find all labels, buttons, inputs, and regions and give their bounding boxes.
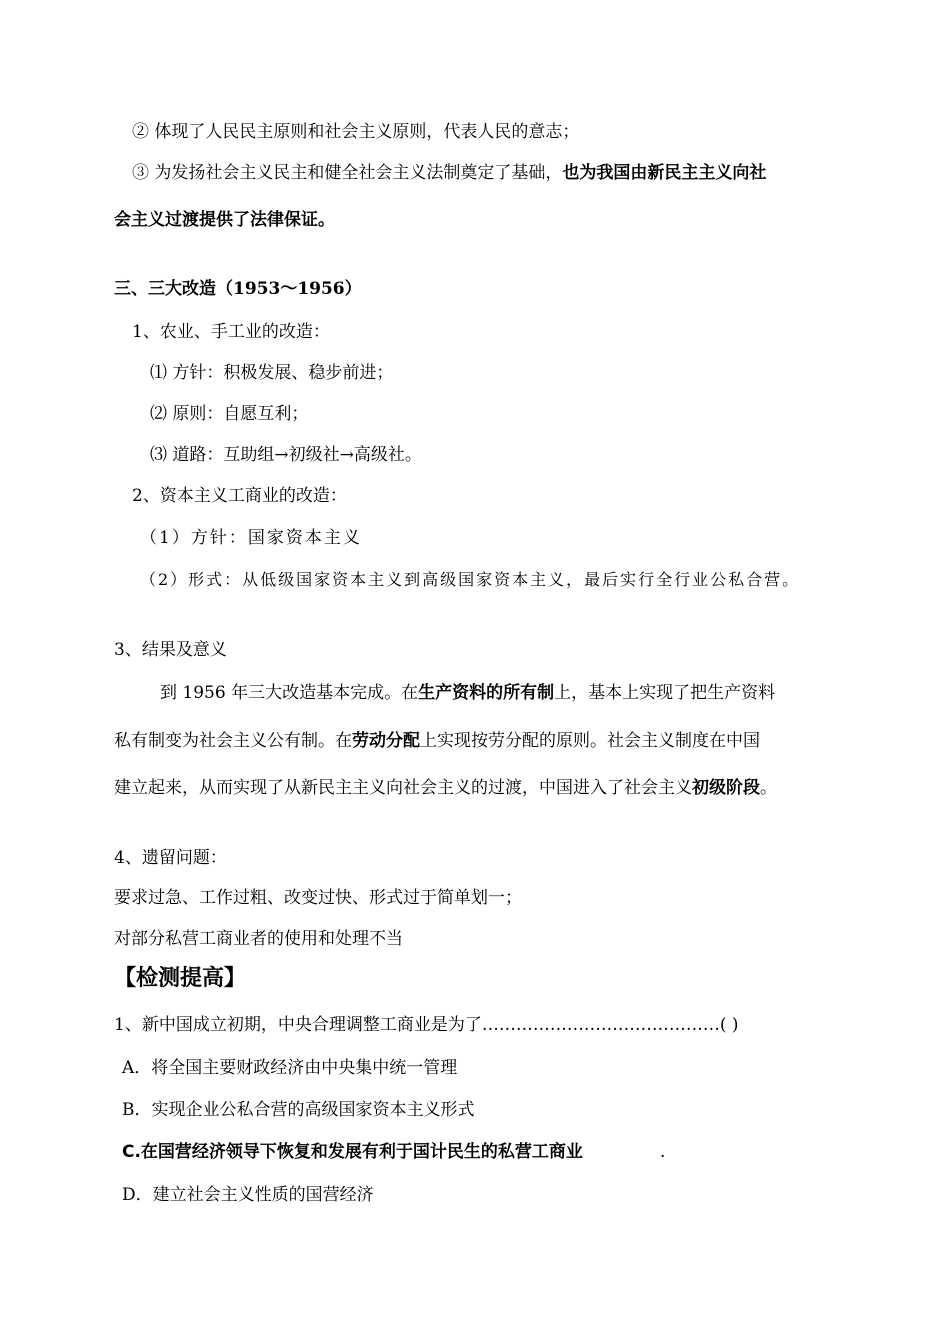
item-3-bold: 也为我国由新民主主义向社 bbox=[562, 163, 767, 183]
agri-item-policy: ⑴ 方针：积极发展、稳步前进； bbox=[150, 363, 394, 383]
issues-title: 4、遗留问题： bbox=[114, 848, 227, 868]
result-line-2 bbox=[114, 729, 760, 753]
result-line-3 bbox=[114, 776, 777, 800]
result-3c: 。 bbox=[760, 778, 777, 798]
result-1b: 生产资料的所有制 bbox=[418, 683, 555, 703]
option-d: D．建立社会主义性质的国营经济 bbox=[122, 1185, 374, 1205]
result-2c: 上实现按劳分配的原则。社会主义制度在中国 bbox=[420, 731, 760, 751]
item-3-line bbox=[132, 161, 766, 185]
result-1a: 到 1956 年三大改造基本完成。在 bbox=[160, 683, 419, 703]
question-1: 1、新中国成立初期，中央合理调整工商业是为了……………………………………( ) bbox=[114, 1015, 739, 1035]
cap-item-policy: （1）方针：国家资本主义 bbox=[140, 528, 362, 548]
agri-item-principle: ⑵ 原则：自愿互利； bbox=[150, 404, 309, 424]
option-b: B．实现企业公私合营的高级国家资本主义形式 bbox=[122, 1100, 475, 1120]
result-3a: 建立起来，从而实现了从新民主主义向社会主义的过渡，中国进入了社会主义 bbox=[114, 778, 692, 798]
agri-title: 1、农业、手工业的改造： bbox=[132, 322, 330, 342]
item-2-text: ② 体现了人民民主原则和社会主义原则，代表人民的意志； bbox=[132, 122, 580, 142]
result-3b: 初级阶段 bbox=[692, 778, 760, 798]
result-2b: 劳动分配 bbox=[352, 731, 420, 751]
cap-item-form: （2）形式：从低级国家资本主义到高级国家资本主义，最后实行全行业公私合营。 bbox=[140, 570, 801, 589]
cap-title: 2、资本主义工商业的改造： bbox=[132, 486, 347, 506]
option-c-tail: . bbox=[660, 1142, 666, 1162]
result-line-1 bbox=[160, 681, 775, 705]
item-3-bold-continued: 会主义过渡提供了法律保证。 bbox=[114, 210, 335, 230]
option-a: A．将全国主要财政经济由中央集中统一管理 bbox=[122, 1058, 458, 1078]
section-3-title: 三、三大改造（1953～1956） bbox=[114, 279, 362, 299]
item-3-normal: ③ 为发扬社会主义民主和健全社会主义法制奠定了基础， bbox=[132, 163, 563, 183]
option-c: C.在国营经济领导下恢复和发展有利于国计民生的私营工商业 bbox=[122, 1142, 583, 1162]
test-heading: 【检测提高】 bbox=[114, 966, 247, 991]
result-title: 3、结果及意义 bbox=[114, 640, 227, 660]
issue-item-2: 对部分私营工商业者的使用和处理不当 bbox=[114, 929, 403, 949]
issue-item-1: 要求过急、工作过粗、改变过快、形式过于简单划一； bbox=[114, 888, 522, 908]
agri-item-path: ⑶ 道路：互助组→初级社→高级社。 bbox=[150, 445, 422, 465]
result-1c: 上，基本上实现了把生产资料 bbox=[554, 683, 776, 703]
result-2a: 私有制变为社会主义公有制。在 bbox=[114, 731, 352, 751]
